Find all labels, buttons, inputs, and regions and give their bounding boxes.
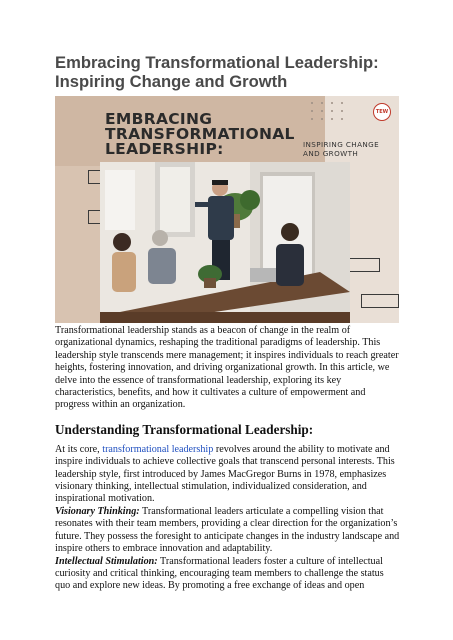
page-title bbox=[55, 53, 415, 91]
section-heading: Understanding Transformational Leadership: bbox=[55, 421, 314, 437]
banner-subtitle-line-2: AND GROWTH bbox=[303, 149, 359, 158]
banner-headline-line-2: TRANSFORMATIONAL bbox=[105, 125, 295, 143]
decorative-frame-right bbox=[346, 258, 380, 272]
hero-banner-image bbox=[55, 96, 399, 323]
banner-subtitle bbox=[303, 140, 395, 158]
brand-logo: TEW bbox=[373, 103, 391, 121]
title-line-1: Embracing Transformational Leadership: bbox=[55, 53, 379, 72]
section-paragraph bbox=[55, 444, 400, 506]
visionary-thinking-text: Transformational leaders articulate a compelling vision that resonates with their team members, providing a clear direction for the organization’s future. They possess the foresight to anticipate changes in the industry landscape and inspire others to embrace innovation and adaptability. bbox=[55, 505, 400, 555]
intellectual-stimulation-paragraph bbox=[55, 556, 400, 593]
banner-headline bbox=[105, 112, 305, 157]
transformational-leadership-link[interactable]: transformational leadership bbox=[102, 443, 214, 455]
visionary-thinking-label: Visionary Thinking: bbox=[55, 505, 140, 517]
section-text-before-link: At its core, bbox=[55, 443, 103, 455]
section-text-after-link: revolves around the ability to motivate and inspire individuals to achieve collective goals that transcend personal interests. This leadership style, first introduced by James MacGregor Burns in 1978, emphasizes visionary thinking, intellectual stimulation, individualized consideration, and inspirational motivation. bbox=[55, 443, 395, 505]
banner-subtitle-line-1: INSPIRING CHANGE bbox=[303, 140, 380, 149]
intellectual-stimulation-text: Transformational leaders foster a culture of intellectual curiosity and critical thinking, encouraging team members to challenge the status quo and explore new ideas. By promoting a free exchange of ideas and open bbox=[55, 555, 384, 592]
visionary-thinking-paragraph bbox=[55, 506, 400, 556]
intro-paragraph: Transformational leadership stands as a beacon of change in the realm of organizational dynamics, reshaping the traditional paradigms of leadership. This leadership style transcends mere management; it inspires individuals to reach greater heights, fostering innovation, and driving organizational growth. In this article, we delve into the essence of transformational leadership, exploring its key characteristics, benefits, and how it cultivates a culture of empowerment and progress within an organization. bbox=[55, 325, 399, 411]
decorative-frame-right-bottom bbox=[361, 294, 399, 308]
office-meeting-photo bbox=[100, 162, 350, 323]
decorative-dots-top bbox=[311, 102, 345, 120]
banner-headline-line-3: LEADERSHIP: bbox=[105, 140, 224, 158]
intellectual-stimulation-label: Intellectual Stimulation: bbox=[55, 555, 158, 567]
office-meeting-illustration bbox=[100, 162, 350, 323]
article-body bbox=[55, 325, 400, 593]
title-line-2: Inspiring Change and Growth bbox=[55, 72, 288, 91]
banner-headline-line-1: EMBRACING bbox=[105, 110, 213, 128]
